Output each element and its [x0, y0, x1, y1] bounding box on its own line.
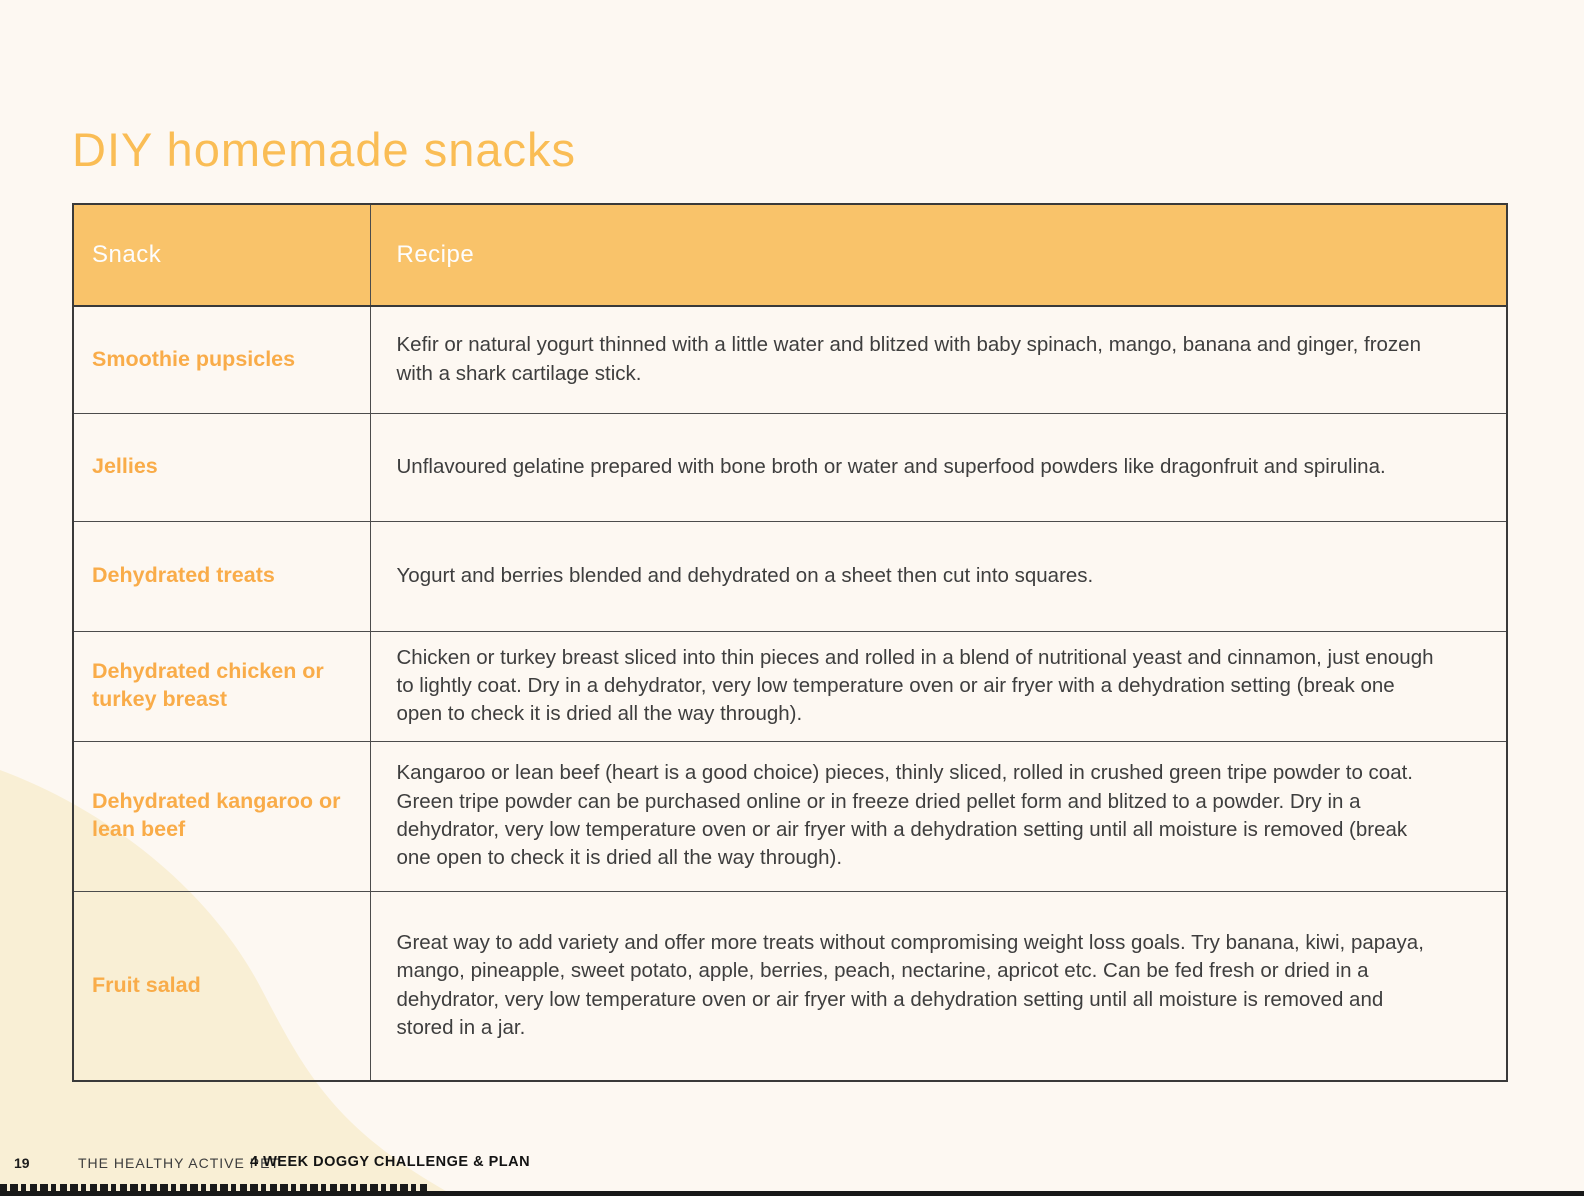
table-row	[73, 413, 1507, 521]
recipe-text: Great way to add variety and offer more treats without compromising weight loss goals. Try banana, kiwi, papaya, mango, pineapple, sweet potato, apple, berries, peach, nectarine, apricot etc. Can be fed fresh or dried in a dehydrator, very low temperature oven or air fryer with a dehydration setting until all moisture is removed and stored in a jar.	[370, 891, 1507, 1081]
snack-name: Fruit salad	[73, 891, 370, 1081]
recipe-text: Chicken or turkey breast sliced into thin pieces and rolled in a blend of nutritional yeast and cinnamon, just enough to lightly coat. Dry in a dehydrator, very low temperature oven or air fryer with a dehydration setting (break one open to check it is dried all the way through).	[370, 631, 1507, 741]
table-header-row	[73, 204, 1507, 306]
table-row	[73, 741, 1507, 891]
snack-name: Smoothie pupsicles	[73, 306, 370, 413]
snack-name: Dehydrated kangaroo or lean beef	[73, 741, 370, 891]
footer-booklet-title: 4 WEEK DOGGY CHALLENGE & PLAN	[250, 1154, 531, 1170]
snacks-table	[72, 203, 1508, 1082]
table-row	[73, 891, 1507, 1081]
table-row	[73, 306, 1507, 413]
column-header-recipe: Recipe	[370, 204, 1507, 306]
snack-name: Jellies	[73, 413, 370, 521]
page-number: 19	[14, 1155, 30, 1171]
cutoff-text-strip	[0, 1184, 428, 1191]
table-row	[73, 521, 1507, 631]
recipe-text: Kangaroo or lean beef (heart is a good choice) pieces, thinly sliced, rolled in crushed green tripe powder to coat. Green tripe powder can be purchased online or in freeze dried pellet form and blitzed to a powder. Dry in a dehydrator, very low temperature oven or air fryer with a dehydration setting until all moisture is removed (break one open to check it is dried all the way through).	[370, 741, 1507, 891]
recipe-text: Kefir or natural yogurt thinned with a little water and blitzed with baby spinach, mango, banana and ginger, frozen with a shark cartilage stick.	[370, 306, 1507, 413]
page-title: DIY homemade snacks	[72, 123, 577, 176]
snack-name: Dehydrated chicken or turkey breast	[73, 631, 370, 741]
recipe-text: Unflavoured gelatine prepared with bone broth or water and superfood powders like dragonfruit and spirulina.	[370, 413, 1507, 521]
page-footer	[0, 1152, 1584, 1182]
column-header-snack: Snack	[73, 204, 370, 306]
recipe-text: Yogurt and berries blended and dehydrated on a sheet then cut into squares.	[370, 521, 1507, 631]
table-row	[73, 631, 1507, 741]
snack-name: Dehydrated treats	[73, 521, 370, 631]
footer-brand: THE HEALTHY ACTIVE PET	[78, 1155, 280, 1171]
bottom-edge-bar	[0, 1191, 1584, 1196]
